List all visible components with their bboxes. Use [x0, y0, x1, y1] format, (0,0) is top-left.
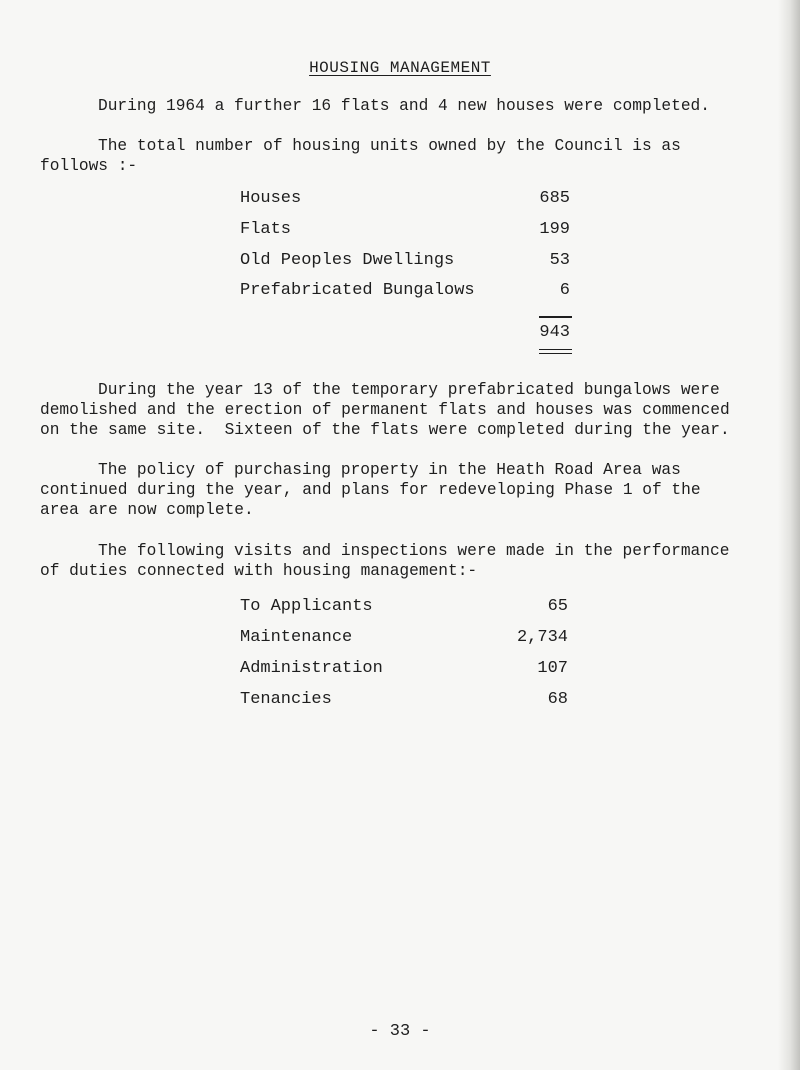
paragraph-4-line-3: area are now complete. [40, 501, 254, 519]
housing-row-value-old-peoples: 53 [549, 251, 570, 270]
paragraph-5-line-2: of duties connected with housing management:- [40, 562, 478, 580]
visits-row-label-maintenance: Maintenance [240, 628, 353, 647]
page-edge-shadow [778, 0, 800, 1070]
visits-row-label-administration: Administration [240, 659, 383, 678]
page-number: - 33 - [369, 1022, 431, 1041]
paragraph-4-line-1: The policy of purchasing property in the Heath Road Area was [98, 461, 681, 479]
housing-row-value-houses: 685 [539, 189, 570, 208]
paragraph-2-line-2: follows :- [40, 157, 138, 175]
visits-row-value-maintenance: 2,734 [516, 628, 568, 647]
paragraph-3-line-1: During the year 13 of the temporary prefabricated bungalows were [98, 381, 720, 399]
housing-row-label-flats: Flats [240, 220, 292, 239]
visits-row-label-applicants: To Applicants [240, 597, 373, 616]
housing-row-value-flats: 199 [539, 220, 570, 239]
page-heading [0, 59, 800, 77]
housing-row-value-prefab: 6 [559, 281, 570, 300]
paragraph-3-line-3: on the same site. Sixteen of the flats were completed during the year. [40, 421, 730, 439]
housing-row-label-houses: Houses [240, 189, 302, 208]
paragraph-2-line-1: The total number of housing units owned by the Council is as [98, 137, 681, 155]
visits-row-value-tenancies: 68 [547, 690, 568, 709]
housing-total-value: 943 [539, 323, 570, 342]
paragraph-5-line-1: The following visits and inspections were made in the performance [98, 542, 730, 560]
heading-text: HOUSING MANAGEMENT [309, 59, 491, 77]
visits-row-label-tenancies: Tenancies [240, 690, 332, 709]
paragraph-1: During 1964 a further 16 flats and 4 new houses were completed. [98, 97, 710, 115]
visits-row-value-administration: 107 [537, 659, 568, 678]
paragraph-3-line-2: demolished and the erection of permanent flats and houses was commenced [40, 401, 730, 419]
housing-row-label-old-peoples: Old Peoples Dwellings [240, 251, 455, 270]
total-rule-double-1 [539, 349, 572, 350]
total-rule-double-2 [539, 353, 572, 354]
total-rule-top [539, 316, 572, 318]
housing-row-label-prefab: Prefabricated Bungalows [240, 281, 475, 300]
paragraph-4-line-2: continued during the year, and plans for redeveloping Phase 1 of the [40, 481, 701, 499]
visits-row-value-applicants: 65 [547, 597, 568, 616]
